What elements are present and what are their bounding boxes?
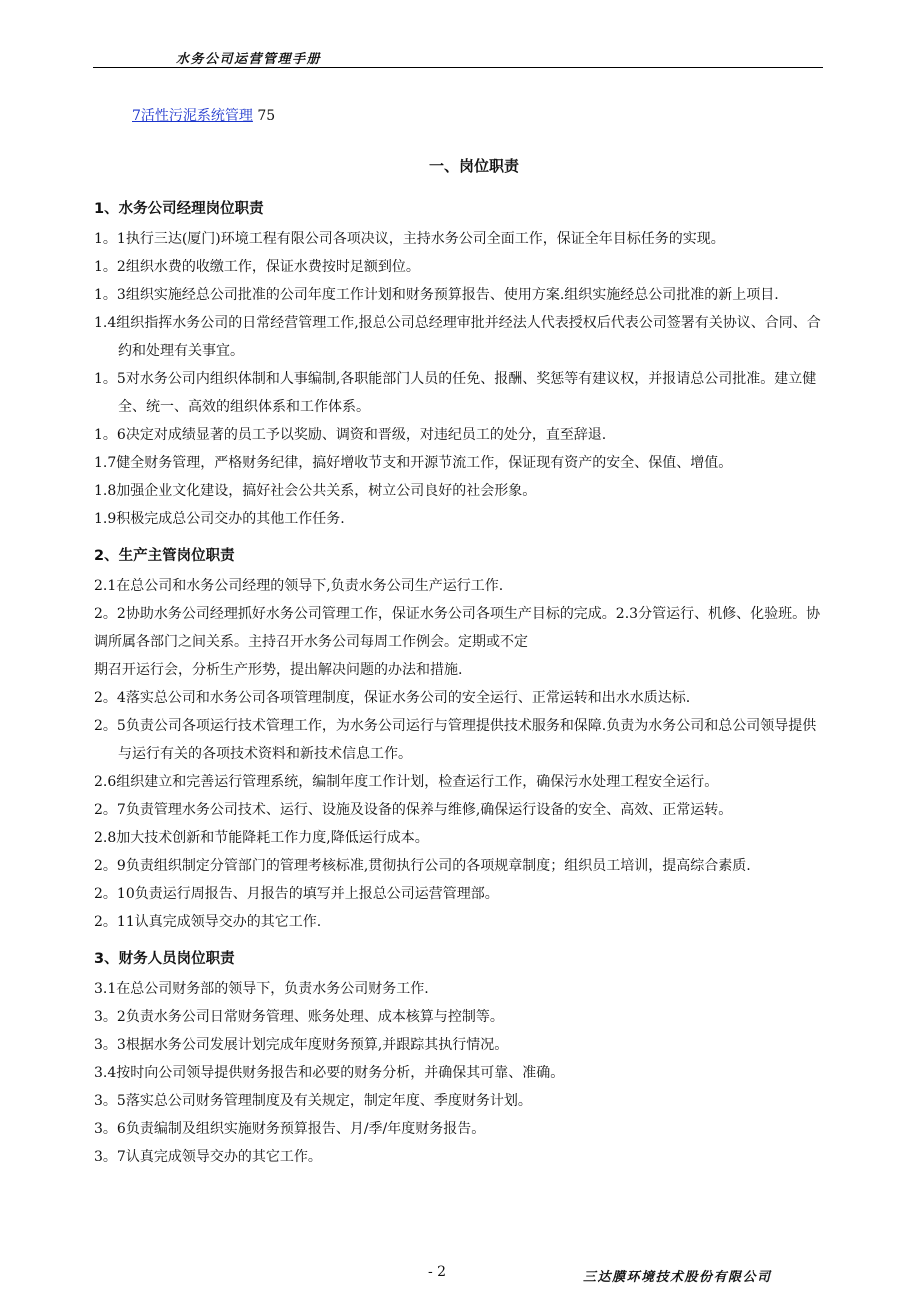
duty-item: 1.7健全财务管理，严格财务纪律，搞好增收节支和开源节流工作，保证现有资产的安全、保值、增值。 (94, 455, 733, 471)
duty-item: 2。7负责管理水务公司技术、运行、设施及设备的保养与维修,确保运行设备的安全、高效、正常运转。 (94, 802, 733, 818)
duty-item: 1.8加强企业文化建设，搞好社会公共关系，树立公司良好的社会形象。 (94, 483, 537, 499)
duty-item: 1。6决定对成绩显著的员工予以奖励、调资和晋级，对违纪员工的处分，直至辞退. (94, 427, 607, 443)
duty-item: 2。9负责组织制定分管部门的管理考核标准,贯彻执行公司的各项规章制度；组织员工培训，提高综合素质. (94, 858, 751, 874)
duty-item: 2.1在总公司和水务公司经理的领导下,负责水务公司生产运行工作. (94, 578, 504, 594)
duty-item: 3。5落实总公司财务管理制度及有关规定，制定年度、季度财务计划。 (94, 1093, 532, 1109)
duty-item: 1.4组织指挥水务公司的日常经营管理工作,报总公司总经理审批并经法人代表授权后代表公司签署有关协议、合同、合约和处理有关事宜。 (94, 315, 821, 359)
page-number: - 2 (428, 1264, 447, 1280)
duty-item: 3.4按时向公司领导提供财务报告和必要的财务分析，并确保其可靠、准确。 (94, 1065, 565, 1081)
duty-item: 2。2协助水务公司经理抓好水务公司管理工作，保证水务公司各项生产目标的完成。2.3分管运行、机修、化验班。协调所属各部门之间关系。主持召开水务公司每周工作例会。定期或不定 (94, 606, 821, 650)
section-heading: 1、水务公司经理岗位职责 (94, 201, 264, 217)
duty-item: 1。3组织实施经总公司批准的公司年度工作计划和财务预算报告、使用方案.组织实施经总公司批准的新上项目. (94, 287, 779, 303)
footer-company-name: 三达膜环境技术股份有限公司 (583, 1270, 772, 1285)
duty-item: 1.9积极完成总公司交办的其他工作任务. (94, 511, 345, 527)
duty-item: 2。4落实总公司和水务公司各项管理制度，保证水务公司的安全运行、正常运转和出水水质达标. (94, 690, 691, 706)
duty-item: 1。2组织水费的收缴工作，保证水费按时足额到位。 (94, 259, 420, 275)
duty-item: 2。11认真完成领导交办的其它工作. (94, 914, 322, 930)
header-divider (93, 67, 823, 68)
duty-item: 3。7认真完成领导交办的其它工作。 (94, 1149, 322, 1165)
section-title: 一、岗位职责 (428, 157, 519, 175)
document-body (94, 198, 824, 1171)
duty-item: 期召开运行会，分析生产形势，提出解决问题的办法和措施. (94, 662, 463, 678)
duty-item: 1。1执行三达(厦门)环境工程有限公司各项决议，主持水务公司全面工作，保证全年目标任务的实现。 (94, 231, 725, 247)
toc-link[interactable]: 7活性污泥系统管理 (132, 108, 253, 124)
duty-item: 2.8加大技术创新和节能降耗工作力度,降低运行成本。 (94, 830, 429, 846)
section-heading: 2、生产主管岗位职责 (94, 548, 235, 564)
running-header-title: 水务公司运营管理手册 (176, 52, 322, 67)
duty-item: 1。5对水务公司内组织体制和人事编制,各职能部门人员的任免、报酬、奖惩等有建议权，并报请总公司批准。建立健全、统一、高效的组织体系和工作体系。 (94, 371, 817, 415)
duty-item: 2。10负责运行周报告、月报告的填写并上报总公司运营管理部。 (94, 886, 499, 902)
toc-page-number: 75 (257, 108, 276, 124)
toc-entry (132, 105, 275, 125)
duty-item: 3。6负责编制及组织实施财务预算报告、月/季/年度财务报告。 (94, 1121, 486, 1137)
duty-item: 3。2负责水务公司日常财务管理、账务处理、成本核算与控制等。 (94, 1009, 504, 1025)
section-heading: 3、财务人员岗位职责 (94, 951, 235, 967)
duty-item: 3.1在总公司财务部的领导下，负责水务公司财务工作. (94, 981, 429, 997)
duty-item: 2.6组织建立和完善运行管理系统，编制年度工作计划，检查运行工作，确保污水处理工程安全运行。 (94, 774, 719, 790)
duty-item: 3。3根据水务公司发展计划完成年度财务预算,并跟踪其执行情况。 (94, 1037, 509, 1053)
duty-item: 2。5负责公司各项运行技术管理工作，为水务公司运行与管理提供技术服务和保障.负责为水务公司和总公司领导提供与运行有关的各项技术资料和新技术信息工作。 (94, 718, 817, 762)
